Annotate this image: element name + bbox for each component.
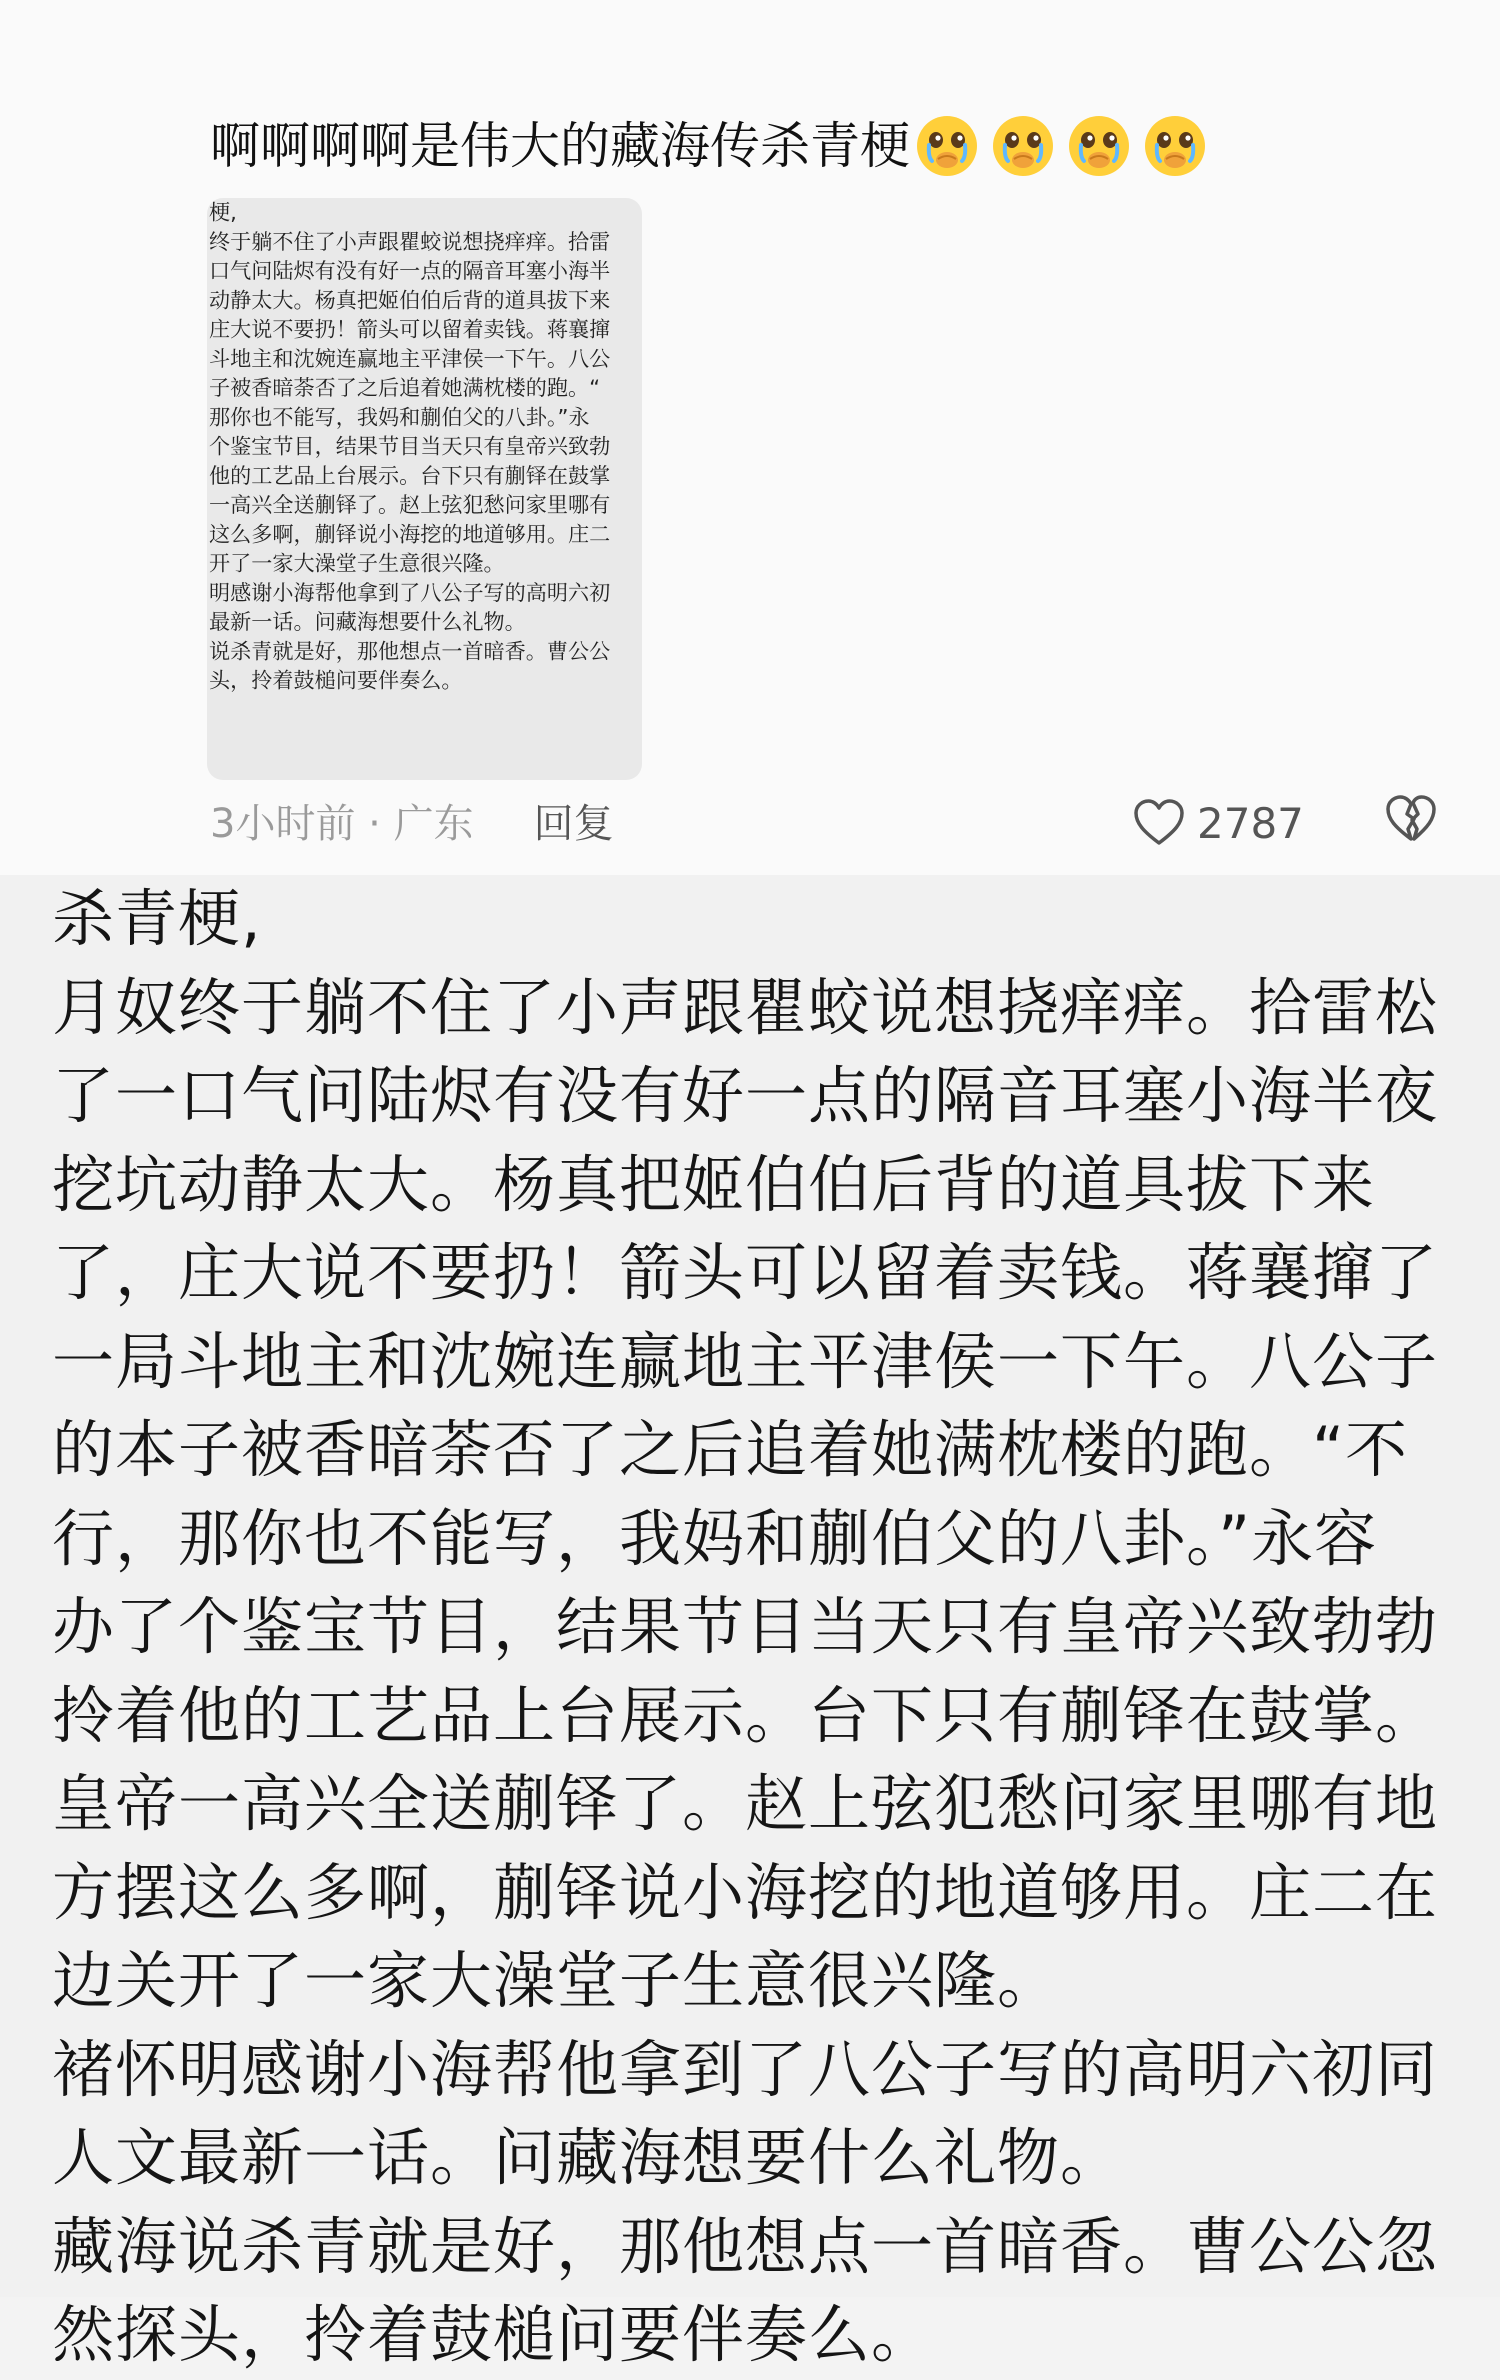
crying-face-icon — [1066, 113, 1132, 179]
reply-button[interactable]: 回复 — [533, 800, 614, 847]
text-line: 月奴终于躺不住了小声跟瞿蛟说想挠痒痒。拾雷松 — [52, 970, 1439, 1044]
crying-face-icon — [1142, 113, 1208, 179]
text-line: 挖坑动静太大。杨真把姬伯伯后背的道具拔下来 — [52, 1147, 1376, 1221]
comment-meta — [210, 790, 614, 850]
text-line: 褚怀明感谢小海帮他拿到了八公子写的高明六初同 — [52, 2032, 1439, 2106]
thumbnail-text — [209, 198, 653, 695]
thumbnail-line: 个鉴宝节目，结果节目当天只有皇帝兴致勃 — [209, 434, 611, 459]
thumbnail-line: 开了一家大澡堂子生意很兴隆。 — [209, 551, 505, 576]
text-line: 皇帝一高兴全送蒯铎了。赵上弦犯愁问家里哪有地 — [52, 1767, 1439, 1840]
enlarged-text — [52, 875, 1438, 2380]
crying-face-icon — [990, 113, 1056, 179]
heart-icon — [1133, 799, 1185, 847]
text-line: 然探头，拎着鼓槌问要伴奏么。 — [52, 2298, 935, 2371]
text-line: 的本子被香暗荼否了之后追着她满枕楼的跑。“不 — [52, 1413, 1409, 1486]
comment-image-thumbnail[interactable] — [207, 198, 642, 780]
text-line: 藏海说杀青就是好，那他想点一首暗香。曹公公忽 — [52, 2209, 1439, 2283]
thumbnail-line: 斗地主和沈婉连赢地主平津侯一下午。八公 — [209, 346, 611, 372]
text-line: 人文最新一话。问藏海想要什么礼物。 — [52, 2121, 1124, 2194]
text-line: 了，庄大说不要扔！箭头可以留着卖钱。蒋襄撺了 — [52, 1236, 1439, 1309]
broken-heart-icon — [1385, 795, 1437, 843]
thumbnail-line: 说杀青就是好，那他想点一首暗香。曹公公 — [209, 639, 611, 664]
crying-face-icon — [914, 113, 980, 179]
thumbnail-line: 一高兴全送蒯铎了。赵上弦犯愁问家里哪有 — [209, 492, 611, 518]
thumbnail-line: 那你也不能写，我妈和蒯伯父的八卦。”永 — [209, 405, 590, 430]
text-line: 行，那你也不能写，我妈和蒯伯父的八卦。”永容 — [52, 1501, 1378, 1575]
thumbnail-line: 动静太大。杨真把姬伯伯后背的道具拔下来 — [209, 287, 611, 313]
comment-text: 啊啊啊啊是伟大的藏海传杀青梗 — [210, 117, 910, 175]
thumbnail-line: 最新一话。问藏海想要什么礼物。 — [209, 609, 526, 635]
text-line: 方摆这么多啊，蒯铎说小海挖的地道够用。庄二在 — [52, 1855, 1439, 1929]
thumbnail-line: 他的工艺品上台展示。台下只有蒯铎在鼓掌 — [209, 463, 611, 489]
thumbnail-line: 子被香暗荼否了之后追着她满枕楼的跑。“ — [209, 375, 601, 401]
comment-time-location: 3小时前 · 广东 — [210, 800, 474, 847]
text-line: 办了个鉴宝节目，结果节目当天只有皇帝兴致勃勃 — [52, 1590, 1439, 1663]
thumbnail-line: 这么多啊，蒯铎说小海挖的地道够用。庄二 — [209, 522, 611, 547]
thumbnail-line: 口气问陆烬有没有好一点的隔音耳塞小海半 — [209, 258, 611, 284]
thumbnail-line: 明感谢小海帮他拿到了八公子写的高明六初 — [209, 580, 611, 606]
comment-body — [210, 108, 1218, 184]
text-line: 边关开了一家大澡堂子生意很兴隆。 — [52, 1944, 1061, 2017]
dislike-button[interactable] — [1385, 795, 1437, 847]
like-button[interactable] — [1133, 793, 1304, 853]
like-count: 2787 — [1197, 798, 1304, 848]
text-line: 杀青梗, — [52, 882, 262, 955]
text-line: 拎着他的工艺品上台展示。台下只有蒯铎在鼓掌。 — [52, 1678, 1439, 1752]
emoji-row — [914, 113, 1218, 179]
enlarged-text-image — [0, 875, 1500, 2371]
thumbnail-line: 梗, — [209, 200, 237, 225]
thumbnail-line: 头，拎着鼓槌问要伴奏么。 — [209, 668, 463, 693]
thumbnail-line: 终于躺不住了小声跟瞿蛟说想挠痒痒。拾雷 — [209, 229, 611, 255]
comment-card — [0, 0, 1500, 875]
thumbnail-line: 庄大说不要扔！箭头可以留着卖钱。蒋襄撺 — [209, 317, 611, 342]
text-line: 了一口气问陆烬有没有好一点的隔音耳塞小海半夜 — [52, 1059, 1439, 1132]
text-line: 一局斗地主和沈婉连赢地主平津侯一下午。八公子 — [52, 1324, 1439, 1398]
